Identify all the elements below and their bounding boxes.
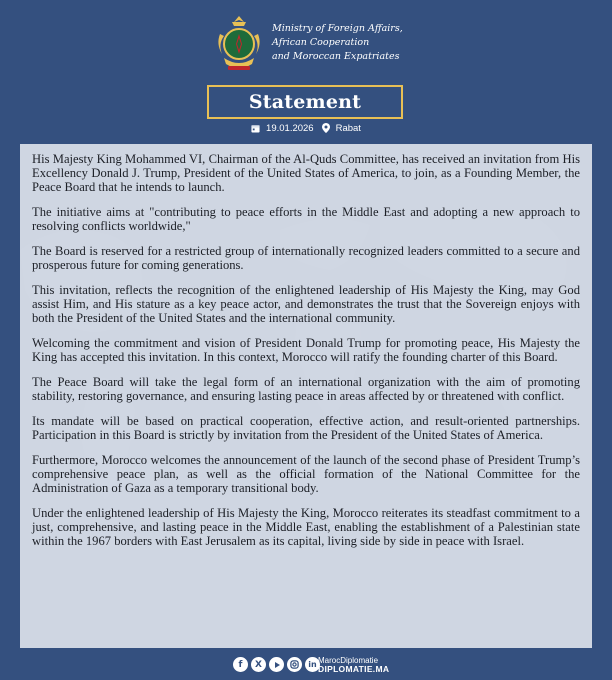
- statement-paragraph: The Peace Board will take the legal form of an international organization with the aim of promoting stability, restoring governance, and ensuring lasting peace in areas affected by or threatened with conflict.: [32, 375, 580, 403]
- statement-paragraph: Its mandate will be based on practical cooperation, effective action, and result-oriented partnerships. Participation in this Board is strictly by invitation from the President of the United States of America.: [32, 414, 580, 442]
- statement-paragraph: Welcoming the commitment and vision of President Donald Trump for promoting peace, His Majesty the King has accepted this invitation. In this context, Morocco will ratify the founding charter of this Board.: [32, 336, 580, 364]
- footer: [0, 657, 612, 677]
- statement-body: [20, 144, 592, 648]
- statement-date: 19.01.2026: [266, 122, 314, 134]
- ministry-line: Ministry of Foreign Affairs,: [272, 23, 403, 34]
- coat-of-arms-icon: [214, 14, 264, 74]
- statement-paragraph: The Board is reserved for a restricted group of internationally recognized leaders committed to a secure and prosperous future for coming generations.: [32, 244, 580, 272]
- linkedin-icon[interactable]: in: [305, 657, 320, 672]
- facebook-icon[interactable]: f: [233, 657, 248, 672]
- statement-location: Rabat: [335, 122, 361, 134]
- ministry-line: and Moroccan Expatriates: [272, 51, 400, 62]
- website-link[interactable]: DIPLOMATIE.MA: [318, 664, 390, 674]
- statement-paragraph: Furthermore, Morocco welcomes the announcement of the launch of the second phase of President Trump’s comprehensive peace plan, as well as the official formation of the National Committee for the Administration of Gaza as a temporary transitional body.: [32, 453, 580, 495]
- calendar-icon: [251, 124, 260, 133]
- statement-meta: [0, 120, 612, 136]
- location-pin-icon: [322, 123, 330, 133]
- ministry-header: [0, 12, 612, 80]
- social-links: [233, 657, 320, 672]
- handle-name: MarocDiplomatie: [318, 656, 379, 665]
- title-box: [207, 85, 403, 119]
- ministry-name: [272, 22, 432, 64]
- x-icon[interactable]: X: [251, 657, 266, 672]
- statement-paragraph: His Majesty King Mohammed VI, Chairman of the Al-Quds Committee, has received an invitation from His Excellency Donald J. Trump, President of the United States of America, to join, as a Founding Member, the Peace Board that he intends to launch.: [32, 152, 580, 194]
- statement-paragraph: Under the enlightened leadership of His Majesty the King, Morocco reiterates its steadfast commitment to a just, comprehensive, and lasting peace in the Middle East, enabling the establishment of a Palestinian state within the 1967 borders with East Jerusalem as its capital, living side by side in peace with Israel.: [32, 506, 580, 548]
- statement-paragraph: This invitation, reflects the recognition of the enlightened leadership of His Majesty the King, may God assist Him, and His stature as a key peace actor, and demonstrates the trust that the Sovereign enjoys with both the President of the United States and the international community.: [32, 283, 580, 325]
- ministry-line: African Cooperation: [272, 37, 370, 48]
- instagram-icon[interactable]: [287, 657, 302, 672]
- social-handle[interactable]: [318, 656, 389, 674]
- page-title: Statement: [248, 91, 362, 113]
- youtube-icon[interactable]: [269, 657, 284, 672]
- statement-paragraph: The initiative aims at "contributing to peace efforts in the Middle East and adopting a new approach to resolving conflicts worldwide,": [32, 205, 580, 233]
